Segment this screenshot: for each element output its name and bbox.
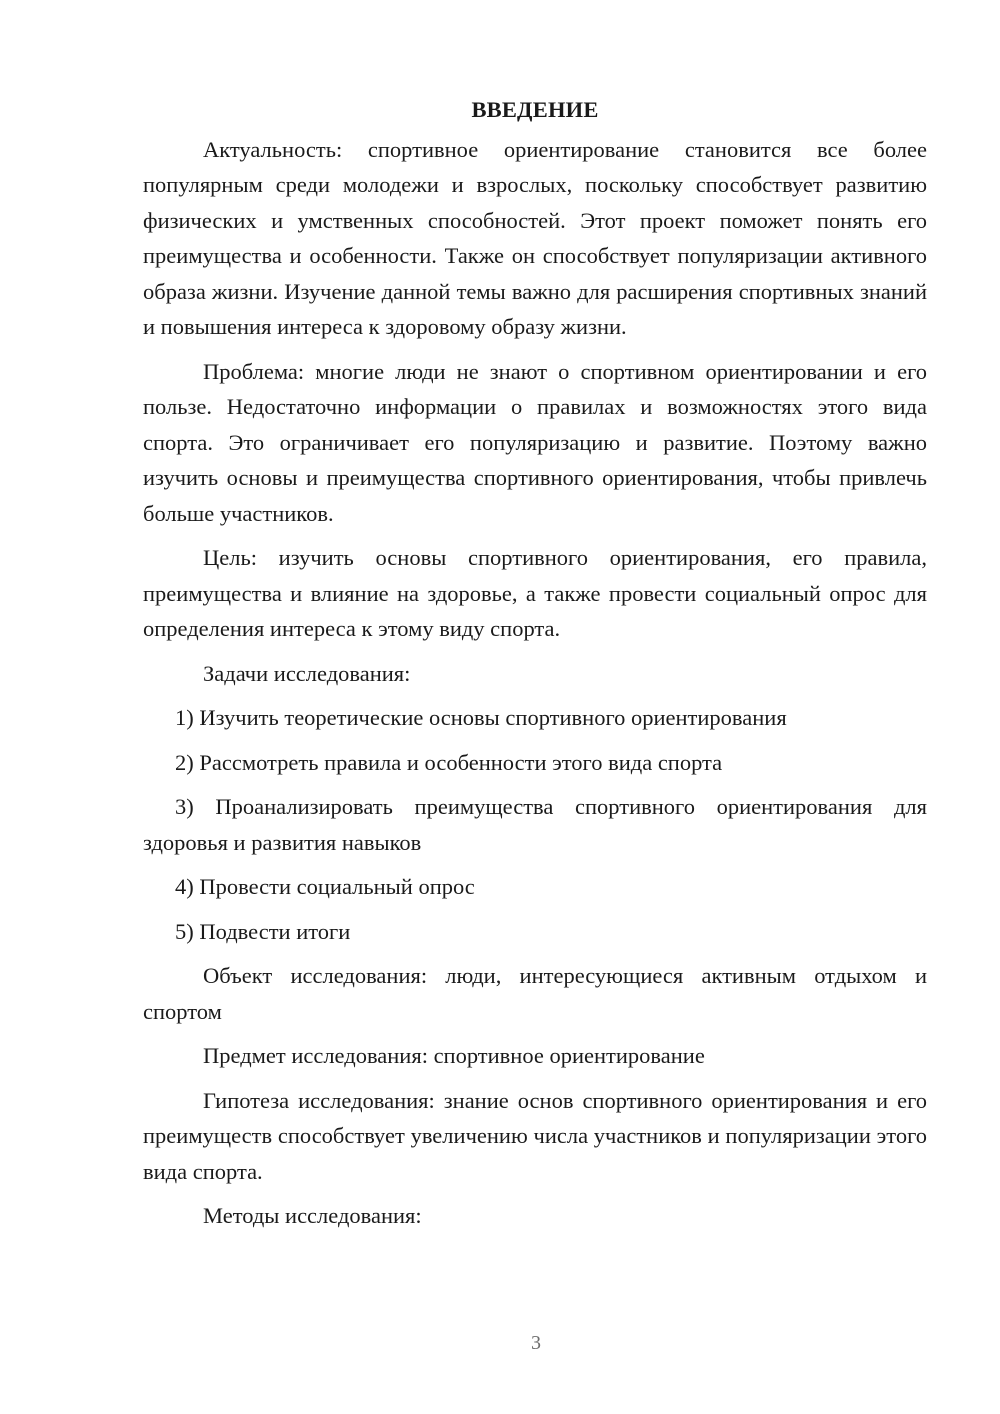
paragraph-subject: Предмет исследования: спортивное ориентирование xyxy=(203,1043,705,1068)
task-item-1: 1) Изучить теоретические основы спортивного ориентирования xyxy=(175,705,787,730)
paragraph-methods: Методы исследования: xyxy=(203,1203,422,1228)
task-item-2: 2) Рассмотреть правила и особенности этого вида спорта xyxy=(175,749,723,775)
section-heading: ВВЕДЕНИЕ xyxy=(471,97,599,122)
paragraph-goal: Цель: изучить основы спортивного ориентирования, его правила, преимущества и влияние на здоровье, а также провести социальный опрос для определения интереса к этому виду спорта. xyxy=(143,545,927,641)
page-content xyxy=(143,92,927,1243)
paragraph-tasks-title: Задачи исследования: xyxy=(203,660,411,686)
task-item-3: 3) Проанализировать преимущества спортивного ориентирования для здоровья и развития навыков xyxy=(143,794,927,855)
task-item-4: 4) Провести социальный опрос xyxy=(175,874,475,899)
task-item-5: 5) Подвести итоги xyxy=(175,918,351,944)
paragraph-problem: Проблема: многие люди не знают о спортивном ориентировании и его пользе. Недостаточно информации о правилах и возможностях этого вида спорта. Это ограничивает его популяризацию и развитие. Поэтому важно изучить основы и преимущества спортивного ориентирования, чтобы привлечь больше участников. xyxy=(143,358,927,526)
paragraph-hypothesis: Гипотеза исследования: знание основ спортивного ориентирования и его преимуществ способствует увеличению числа участников и популяризации этого вида спорта. xyxy=(143,1087,927,1184)
paragraph-object: Объект исследования: люди, интересующиеся активным отдыхом и спортом xyxy=(143,963,927,1024)
page-number: 3 xyxy=(531,1332,541,1354)
paragraph-relevance: Актуальность: спортивное ориентирование становится все более популярным среди молодежи и взрослых, поскольку способствует развитию физических и умственных способностей. Этот проект поможет понять его преимущества и особенности. Также он способствует популяризации активного образа жизни. Изучение данной темы важно для расширения спортивных знаний и повышения интереса к здоровому образу жизни. xyxy=(143,136,927,339)
